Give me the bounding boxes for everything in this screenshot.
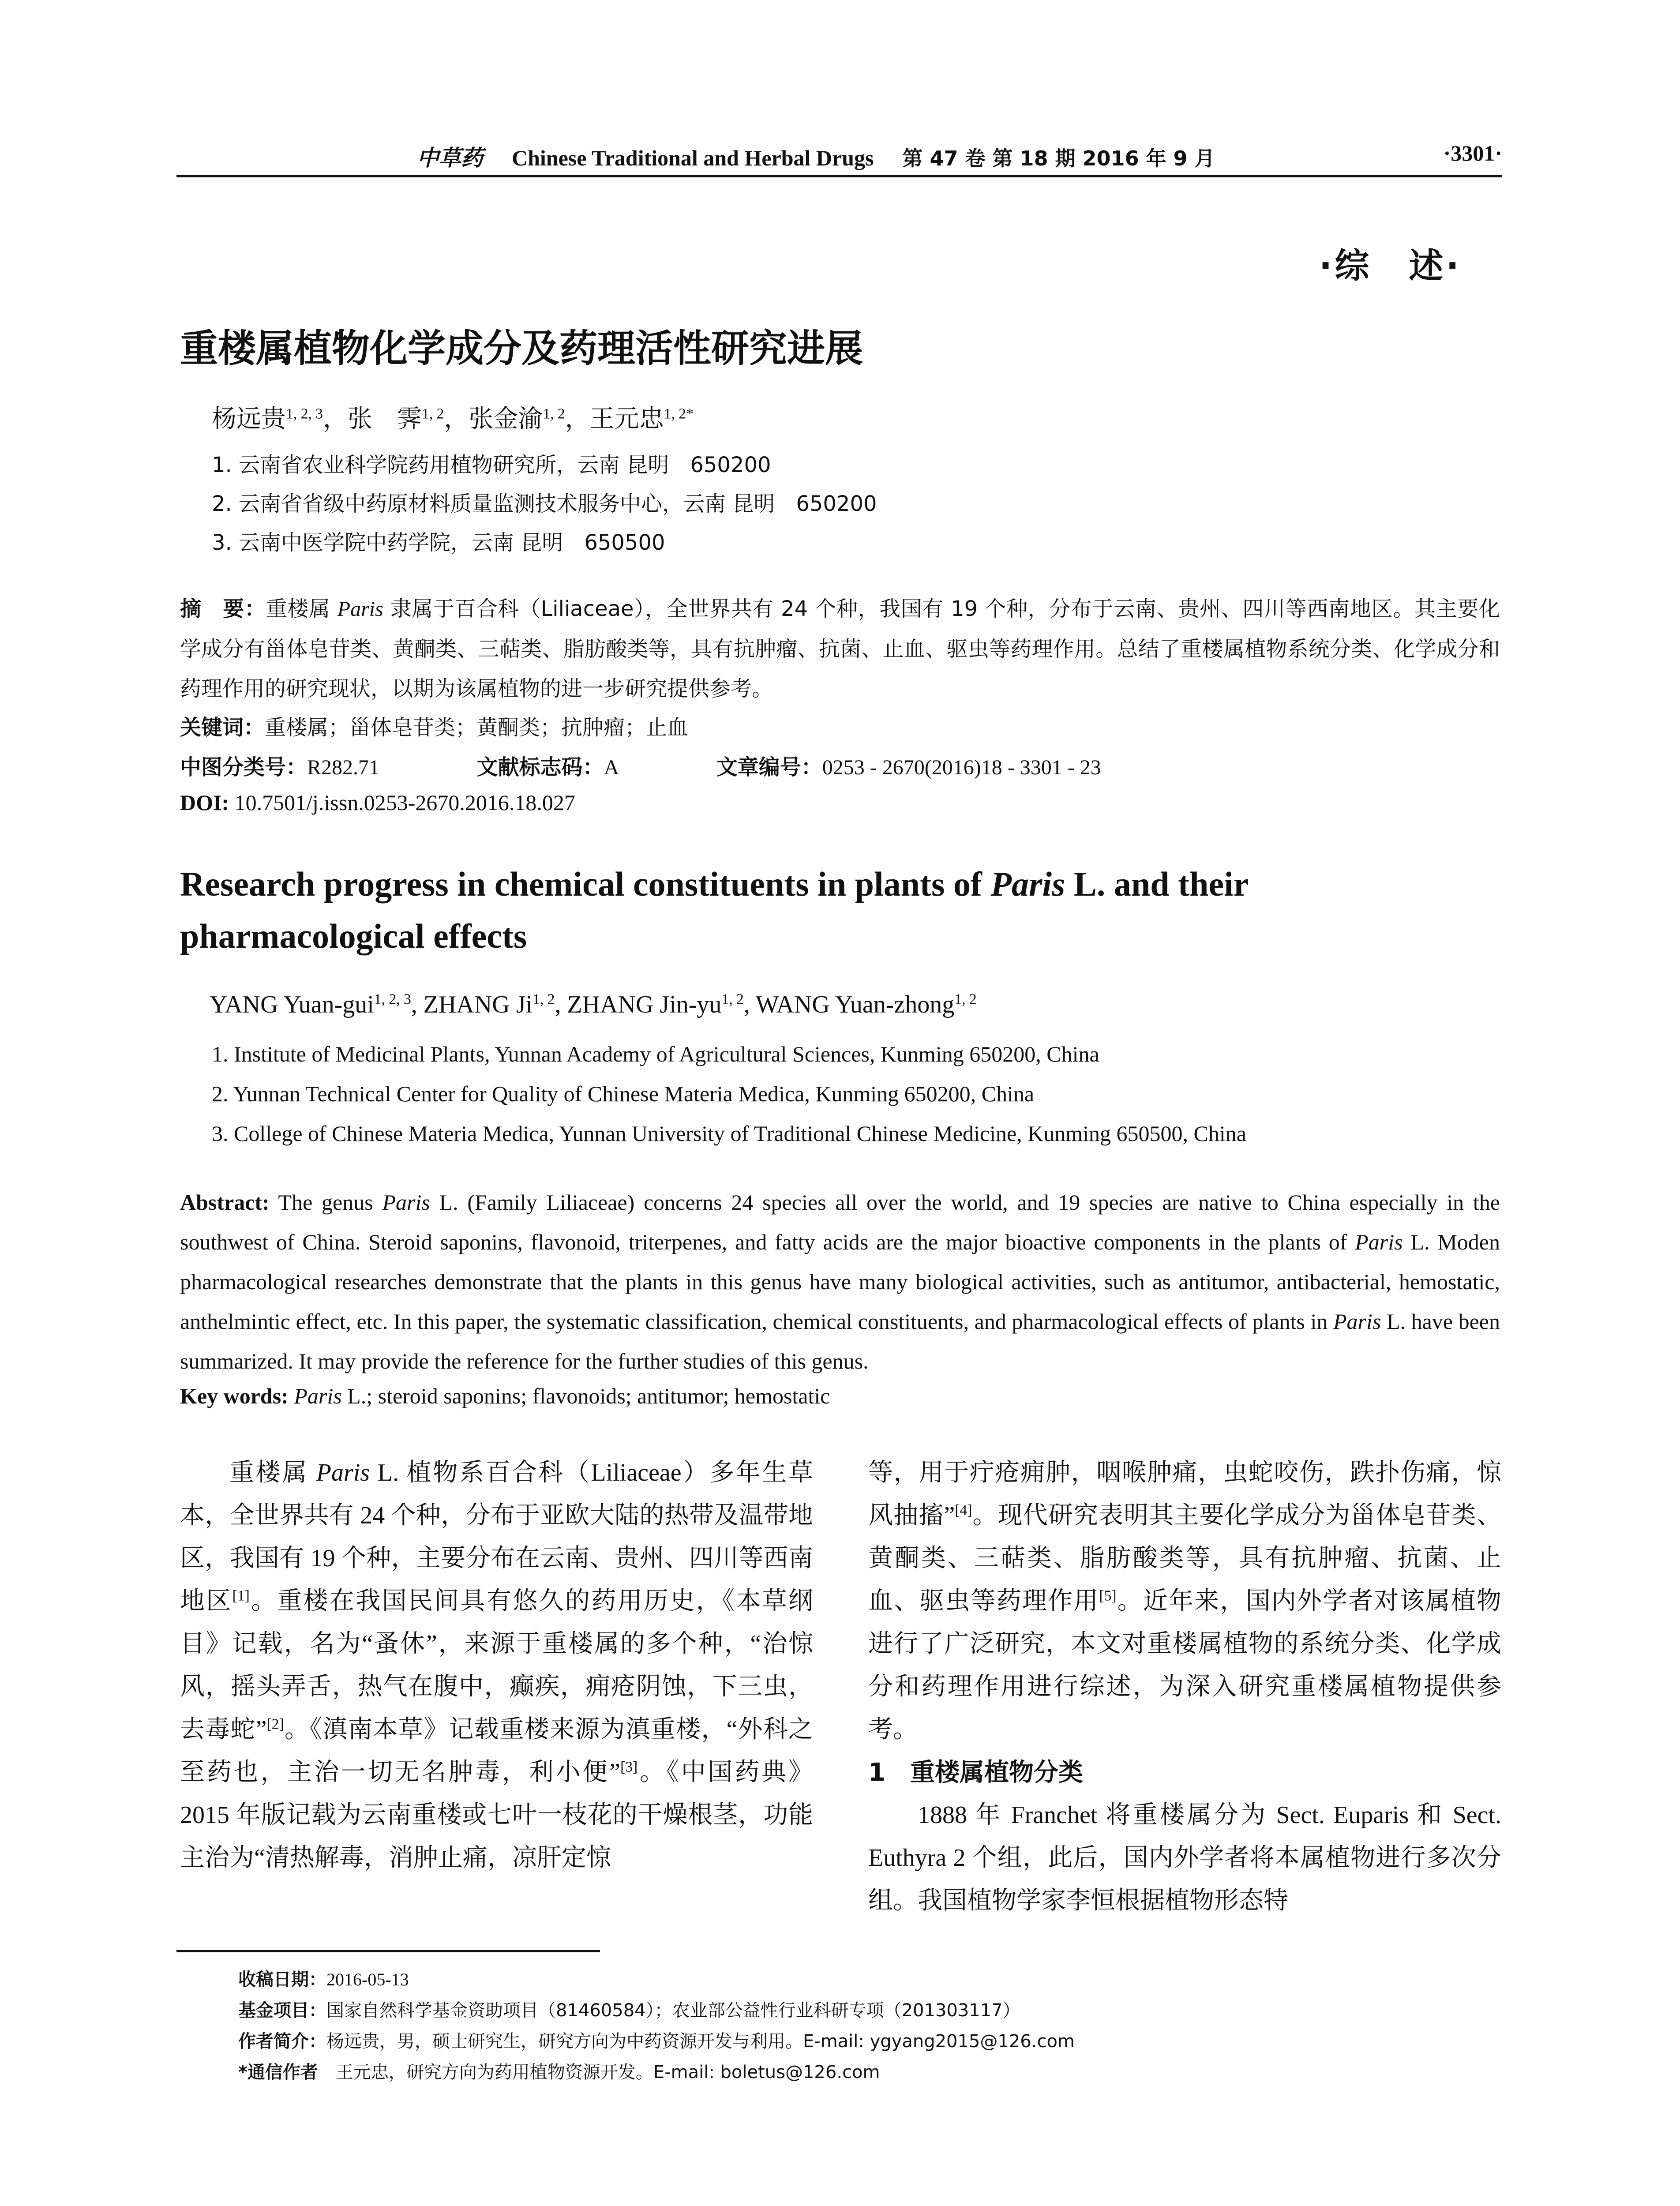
affiliation-en: 1. Institute of Medicinal Plants, Yunnan Academy of Agricultural Sciences, Kunming 650200, China xyxy=(212,1042,1099,1066)
section-heading: 1 重楼属植物分类 xyxy=(868,1758,1083,1787)
keywords-en-label: Key words: xyxy=(180,1384,289,1408)
author-cn: 王元忠 xyxy=(589,405,664,433)
abstract-en-label: Abstract: xyxy=(180,1190,270,1215)
classification-line: 中图分类号：R282.71 文献标志码：A 文章编号：0253 - 2670(2016)18 - 3301 - 23 xyxy=(180,755,1101,780)
clc-number: R282.71 xyxy=(307,756,380,779)
title-cn: 重楼属植物化学成分及药理活性研究进展 xyxy=(180,326,863,371)
footnote-fund: 基金项目：国家自然科学基金资助项目（81460584）；农业部公益性行业科研专项（201303117） xyxy=(238,2000,1020,2021)
affiliation-en: 2. Yunnan Technical Center for Quality of Chinese Materia Medica, Kunming 650200, China xyxy=(212,1081,1035,1106)
body-column-left xyxy=(180,1452,813,1880)
doi-value[interactable]: 10.7501/j.issn.0253-2670.2016.18.027 xyxy=(229,790,575,815)
author-en: ZHANG Jin-yu xyxy=(567,991,722,1018)
journal-title-en: Chinese Traditional and Herbal Drugs xyxy=(512,146,874,170)
authors-cn: 杨远贵$^{1, 2, 3}$，张 霁$^{1, 2}$，张金渝$^{1, 2}$，王元忠$^{1, 2*}$ xyxy=(212,405,694,433)
affiliation-cn: 3. 云南中医学院中药学院，云南 昆明 650500 xyxy=(212,530,665,555)
author-affiliation-ref: 1, 2 xyxy=(532,991,555,1008)
journal-header xyxy=(417,140,1215,172)
keywords-en: Key words: Paris L.; steroid saponins; flavonoids; antitumor; hemostatic xyxy=(180,1384,830,1408)
affiliation-cn: 1. 云南省农业科学院药用植物研究所，云南 昆明 650200 xyxy=(212,453,771,477)
author-cn: 张 霁 xyxy=(347,405,422,433)
citation-ref[interactable]: [4] xyxy=(955,1502,972,1519)
body-paragraph: 1888 年 Franchet 将重楼属分为 Sect. Euparis 和 Sect. Euthyra 2 个组，此后，国内外学者将本属植物进行多次分组。我国植物学家李恒根据植物形态特 xyxy=(868,1801,1501,1914)
body-paragraph: 等，用于疔疮痈肿，咽喉肿痛，虫蛇咬伤，跌扑伤痛，惊风抽搐”[4]。现代研究表明其主要化学成分为甾体皂苷类、黄酮类、三萜类、脂肪酸类等，具有抗肿瘤、抗菌、止血、驱虫等药理作用[5]。近年来，国内外学者对该属植物进行了广泛研究，本文对重楼属植物的系统分类、化学成分和药理作用进行综述，为深入研究重楼属植物提供参考。 xyxy=(868,1459,1502,1743)
body-column-right xyxy=(868,1452,1501,1922)
abstract-en: Abstract: The genus Paris L. (Family Liliaceae) concerns 24 species all over the world, and 19 species are native to China especially in the southwest of China. Steroid saponins, flavonoid, triterpenes, and fatty acids are the major bioactive components in the plants of Paris L. Moden pharmacological researches demonstrate that the plants in this genus have many biological activities, such as antitumor, antibacterial, hemostatic, anthelmintic effect, etc. In this paper, the systematic classification, chemical constituents, and pharmacological effects of plants in Paris L. have been summarized. It may provide the reference for the further studies of this genus. xyxy=(180,1190,1500,1373)
keywords-cn-label: 关键词： xyxy=(180,715,265,740)
footnote-rule xyxy=(176,1950,600,1952)
section-label: ·综 述· xyxy=(1319,246,1462,286)
author-affiliation-ref: 1, 2, 3 xyxy=(374,991,411,1008)
keywords-cn: 关键词：重楼属；甾体皂苷类；黄酮类；抗肿瘤；止血 xyxy=(180,715,689,740)
page-number: ·3301· xyxy=(1443,141,1502,165)
author-en: WANG Yuan-zhong xyxy=(755,991,955,1018)
author-cn: 张金渝 xyxy=(469,405,543,433)
article-number: 0253 - 2670(2016)18 - 3301 - 23 xyxy=(822,756,1101,779)
affiliation-cn: 2. 云南省省级中药原材料质量监测技术服务中心，云南 昆明 650200 xyxy=(212,491,877,516)
document-code: A xyxy=(604,756,619,779)
footnote-author-bio: 作者简介：杨远贵，男，硕士研究生，研究方向为中药资源开发与利用。E-mail: ygyang2015@126.com xyxy=(238,2031,1075,2052)
running-header xyxy=(176,140,1502,176)
author-cn: 杨远贵 xyxy=(212,405,286,433)
doi-line: DOI: 10.7501/j.issn.0253-2670.2016.18.027 xyxy=(180,790,575,815)
author-en: ZHANG Ji xyxy=(423,991,533,1018)
author-affiliation-ref: 1, 2 xyxy=(721,991,744,1008)
author-affiliation-ref: 1, 2 xyxy=(421,405,444,422)
author-affiliation-ref: 1, 2* xyxy=(664,405,694,422)
abstract-cn: 摘 要：重楼属 Paris 隶属于百合科（Liliaceae），全世界共有 24 个种，我国有 19 个种，分布于云南、贵州、四川等西南地区。其主要化学成分有甾体皂苷类、黄酮类、三萜类、脂肪酸类等，具有抗肿瘤、抗菌、止血、驱虫等药理作用。总结了重楼属植物系统分类、化学成分和药理作用的研究现状，以期为该属植物的进一步研究提供参考。 xyxy=(180,597,1500,701)
authors-en: YANG Yuan-gui$^{1, 2, 3}$, ZHANG Ji$^{1, 2}$, ZHANG Jin-yu$^{1, 2}$, WANG Yuan-zhong$^{1, 2}$ xyxy=(210,991,977,1018)
citation-ref[interactable]: [2] xyxy=(266,1716,284,1733)
citation-ref[interactable]: [3] xyxy=(620,1759,638,1775)
footnote-corresponding: *通信作者 王元忠，研究方向为药用植物资源开发。E-mail: boletus@126.com xyxy=(238,2062,880,2082)
author-affiliation-ref: 1, 2 xyxy=(954,991,977,1008)
title-en: Research progress in chemical constituents in plants of Paris L. and their pharmacological effects xyxy=(180,865,1249,955)
author-en: YANG Yuan-gui xyxy=(210,991,374,1018)
body-paragraph: 重楼属 Paris L. 植物系百合科（Liliaceae）多年生草本，全世界共有 24 个种，分布于亚欧大陆的热带及温带地区，我国有 19 个种，主要分布在云南、贵州、四川等西南地区[1]。重楼在我国民间具有悠久的药用历史，《本草纲目》记载，名为“蚤休”，来源于重楼属的多个种，“治惊风，摇头弄舌，热气在腹中，癫疾，痈疮阴蚀，下三虫，去毒蛇”[2]。《滇南本草》记载重楼来源为滇重楼，“外科之至药也，主治一切无名肿毒，利小便”[3]。《中国药典》2015 年版记载为云南重楼或七叶一枝花的干燥根茎，功能主治为“清热解毒，消肿止痛，凉肝定惊 xyxy=(180,1459,814,1872)
author-affiliation-ref: 1, 2, 3 xyxy=(286,405,323,422)
issue-info: 第 47 卷 第 18 期 2016 年 9 月 xyxy=(902,146,1215,170)
footnote-received: 收稿日期：2016-05-13 xyxy=(238,1970,409,1990)
citation-ref[interactable]: [5] xyxy=(1099,1587,1117,1604)
affiliation-en: 3. College of Chinese Materia Medica, Yunnan University of Traditional Chinese Medicine, Kunming 650500, China xyxy=(212,1121,1246,1146)
header-rule xyxy=(176,175,1502,177)
author-affiliation-ref: 1, 2 xyxy=(543,405,565,422)
abstract-cn-label: 摘 要： xyxy=(180,597,266,621)
journal-title-cn: 中草药 xyxy=(417,145,483,171)
citation-ref[interactable]: [1] xyxy=(232,1587,250,1604)
